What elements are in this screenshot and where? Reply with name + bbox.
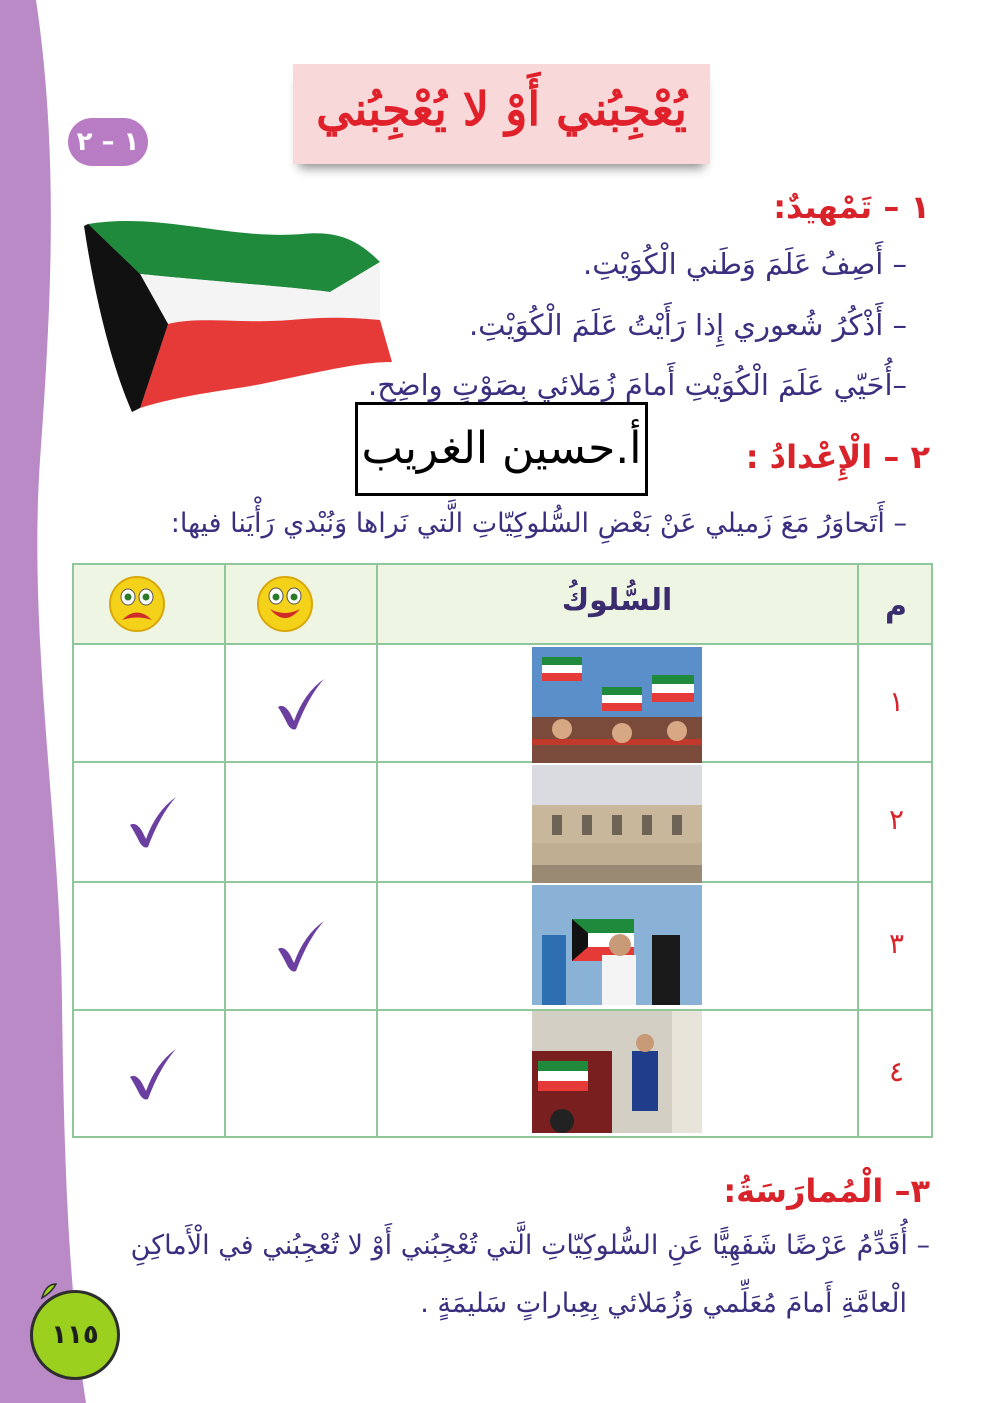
check-like-row-1: [270, 673, 330, 733]
happy-face-icon: [256, 575, 314, 633]
row-number-3: ٣: [888, 927, 905, 960]
header-number: م: [885, 589, 907, 624]
water-spraying-at-cars-photo: [532, 1011, 702, 1133]
children-waving-kuwait-flags-photo: [532, 647, 702, 763]
athletes-holding-kuwait-flag-photo: [532, 885, 702, 1005]
author-name-box: [355, 402, 648, 496]
page-number: ١١٥: [30, 1290, 120, 1380]
section1-line-1: – أَصِفُ عَلَمَ وَطَني الْكُوَيْتِ.: [583, 247, 907, 281]
check-dislike-row-4: [122, 1043, 182, 1103]
title-box: [293, 64, 710, 164]
row-number-1: ١: [888, 685, 905, 718]
row-number-4: ٤: [888, 1055, 905, 1088]
check-dislike-row-2: [122, 791, 182, 851]
kuwait-flag-image: [80, 212, 398, 430]
page-title: يُعْجِبُني أَوْ لا يُعْجِبُني: [316, 82, 687, 136]
sad-face-icon: [108, 575, 166, 633]
section1-heading: ١ – تَمْهيدٌ:: [773, 188, 930, 226]
behavior-table: [72, 563, 933, 1138]
author-name: أ.حسين الغريب: [361, 423, 642, 474]
vandalized-wall-graffiti-photo: [532, 765, 702, 883]
section1-line-3: –أُحَيّي عَلَمَ الْكُوَيْتِ أَمامَ زُمَلائي بِصَوْتٍ واضِحٍ.: [368, 368, 907, 402]
row-number-2: ٢: [888, 803, 905, 836]
section3-line-2: الْعامَّةِ أَمامَ مُعَلِّمي وَزُمَلائي بِعِباراتٍ سَليمَةٍ .: [420, 1288, 907, 1319]
section2-instruction: – أَتَحاوَرُ مَعَ زَميلي عَنْ بَعْضِ السُّلوكِيّاتِ الَّتي نَراها وَنُبْدي رَأْيَنا فيها:: [170, 508, 907, 539]
section3-line-1: – أُقَدِّمُ عَرْضًا شَفَهِيًّا عَنِ السُّلوكِيّاتِ الَّتي تُعْجِبُني أَوْ لا تُعْجِبُني في الْأَماكِنِ: [130, 1230, 930, 1261]
check-like-row-3: [270, 915, 330, 975]
section1-line-2: – أَذْكُرُ شُعوري إِذا رَأَيْتُ عَلَمَ الْكُوَيْتِ.: [468, 308, 907, 342]
header-behavior: السُّلوكُ: [561, 583, 673, 618]
lesson-number-badge: ١ – ٢: [68, 118, 148, 166]
section3-heading: ٣– الْمُمارَسَةُ:: [723, 1172, 930, 1210]
section2-heading: ٢ – الْإِعْدادُ :: [745, 438, 930, 476]
